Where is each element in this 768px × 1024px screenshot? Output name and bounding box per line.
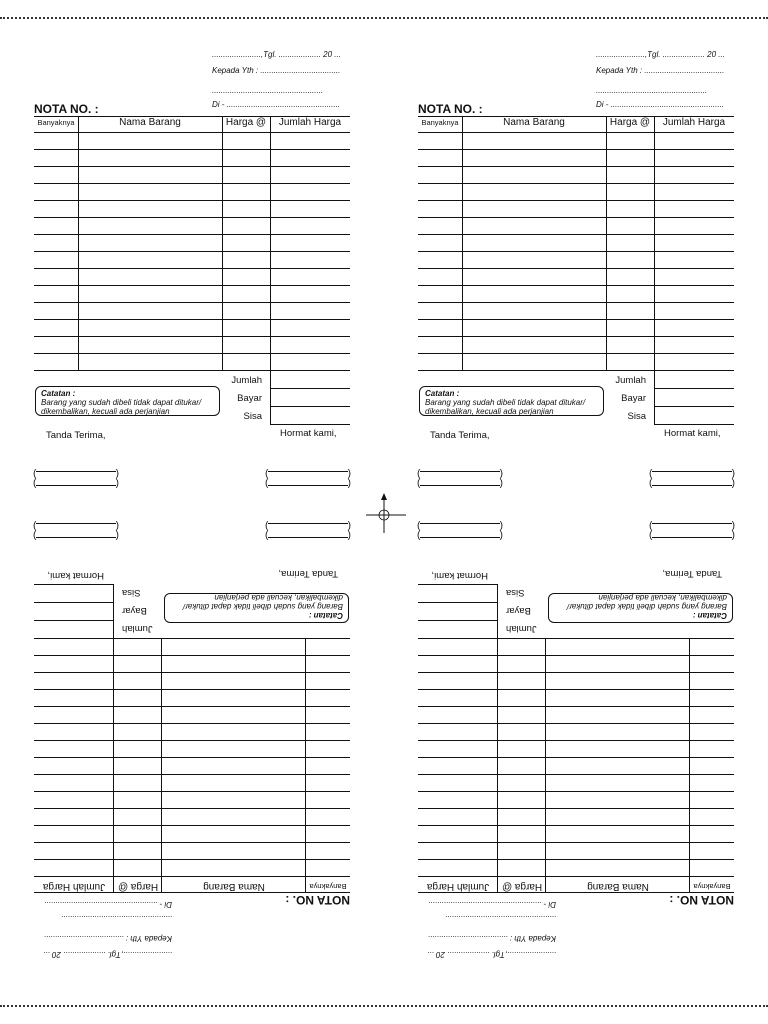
table-row-line [418, 234, 734, 235]
table-row-line [418, 183, 734, 184]
note-title: Catatan : [41, 389, 76, 398]
location-line[interactable]: Di - ................................................... [43, 900, 172, 909]
note-box [35, 386, 220, 416]
summary-box-line [654, 424, 734, 425]
table-row-line [34, 859, 350, 860]
sender-signature-label: Hormat kami, [47, 570, 104, 581]
recipient-blank-line[interactable]: .................................................. [212, 86, 324, 95]
sender-signature-line-1[interactable] [420, 523, 500, 533]
table-row-line [34, 217, 350, 218]
table-row-line [418, 842, 734, 843]
table-header-border [418, 876, 734, 877]
table-row-line [34, 268, 350, 269]
summary-box-line [34, 584, 114, 585]
summary-box-divider [497, 585, 498, 639]
table-row-line [34, 740, 350, 741]
table-row-line [34, 200, 350, 201]
note-title: Catatan : [308, 611, 343, 620]
nota-title: NOTA NO. : [285, 893, 350, 907]
table-row-line [34, 302, 350, 303]
summary-bayar-label: Bayar [621, 393, 646, 404]
col-header-qty: Banyaknya [309, 882, 347, 891]
table-col-divider [161, 639, 162, 893]
table-top-border [418, 116, 734, 117]
table-row-line [34, 757, 350, 758]
summary-bayar-label: Bayar [237, 393, 262, 404]
summary-jumlah-label: Jumlah [122, 623, 153, 634]
table-col-divider [78, 116, 79, 370]
table-row-line [418, 285, 734, 286]
table-row-line [418, 740, 734, 741]
table-row-line [34, 183, 350, 184]
col-header-name: Nama Barang [587, 881, 649, 892]
summary-box-divider [270, 370, 271, 424]
table-row-line [418, 251, 734, 252]
summary-box-line [418, 620, 498, 621]
col-header-total: Jumlah Harga [42, 881, 106, 892]
summary-jumlah-label: Jumlah [231, 375, 262, 386]
table-top-border [34, 892, 350, 893]
sender-signature-label: Hormat kami, [280, 428, 337, 439]
table-row-line [418, 319, 734, 320]
summary-box-line [270, 388, 350, 389]
table-row-line [418, 353, 734, 354]
summary-bayar-label: Bayar [122, 605, 147, 616]
table-header-border [34, 132, 350, 133]
col-header-name: Nama Barang [119, 117, 181, 128]
note-title: Catatan : [425, 389, 460, 398]
note-line-2: dikembalikan, kecuali ada perjanjian [41, 407, 170, 416]
sender-signature-label: Hormat kami, [664, 428, 721, 439]
table-col-divider [689, 639, 690, 893]
summary-box-line [654, 388, 734, 389]
sender-signature-line-2[interactable] [36, 471, 116, 481]
table-row-line [418, 336, 734, 337]
table-header-border [418, 132, 734, 133]
table-row-line [34, 149, 350, 150]
summary-sisa-label: Sisa [506, 587, 525, 598]
col-header-qty: Banyaknya [421, 118, 459, 127]
note-line-2: dikembalikan, kecuali ada perjanjian [214, 593, 343, 602]
table-col-divider [305, 639, 306, 893]
receiver-signature-label: Tanda Terima, [662, 568, 722, 579]
summary-sisa-label: Sisa [627, 411, 646, 422]
summary-sisa-label: Sisa [243, 411, 262, 422]
table-col-divider [113, 639, 114, 893]
table-row-line [34, 723, 350, 724]
table-row-line [34, 234, 350, 235]
location-line[interactable]: Di - ................................................... [596, 100, 725, 109]
table-row-line [418, 774, 734, 775]
col-header-price: Harga @ [117, 881, 159, 892]
date-line[interactable]: ......................,Tgl. ................... 20 ... [596, 50, 725, 59]
table-row-line [34, 774, 350, 775]
recipient-blank-line[interactable]: .................................................. [444, 914, 556, 923]
table-row-line [34, 336, 350, 337]
nota-form-bottom-right [404, 455, 734, 975]
table-row-line [418, 200, 734, 201]
table-row-line [34, 791, 350, 792]
table-col-divider [462, 116, 463, 370]
note-box [419, 386, 604, 416]
table-row-line [418, 302, 734, 303]
table-row-line [34, 655, 350, 656]
note-line-1: Barang yang sudah dibeli tidak dapat ditukar/ [566, 602, 727, 611]
summary-bayar-label: Bayar [506, 605, 531, 616]
note-line-2: dikembalikan, kecuali ada perjanjian [598, 593, 727, 602]
table-row-line [34, 166, 350, 167]
summary-box-line [418, 584, 498, 585]
table-row-line [34, 285, 350, 286]
recipient-blank-line[interactable]: .................................................. [60, 914, 172, 923]
table-row-line [34, 353, 350, 354]
table-row-line [34, 672, 350, 673]
table-col-divider [654, 116, 655, 370]
receiver-signature-label: Tanda Terima, [430, 430, 490, 441]
col-header-price: Harga @ [501, 881, 543, 892]
nota-title: NOTA NO. : [418, 102, 483, 116]
table-row-line [34, 319, 350, 320]
receiver-signature-line-1[interactable] [652, 523, 732, 533]
summary-box-line [418, 602, 498, 603]
note-box [548, 593, 733, 623]
note-line-1: Barang yang sudah dibeli tidak dapat ditukar/ [41, 398, 202, 407]
receiver-signature-line-2[interactable] [268, 471, 348, 481]
summary-box-divider [654, 370, 655, 424]
table-row-line [418, 706, 734, 707]
col-header-total: Jumlah Harga [278, 117, 342, 128]
col-header-name: Nama Barang [203, 881, 265, 892]
location-line[interactable]: Di - ................................................... [212, 100, 341, 109]
note-line-2: dikembalikan, kecuali ada perjanjian [425, 407, 554, 416]
date-line[interactable]: ......................,Tgl. ................... 20 ... [43, 950, 172, 959]
sender-signature-line-2[interactable] [420, 471, 500, 481]
table-row-line [418, 672, 734, 673]
table-row-line [418, 370, 734, 371]
recipient-line[interactable]: Kepada Yth : .................................... [427, 934, 556, 943]
table-row-line [418, 689, 734, 690]
table-row-line [418, 859, 734, 860]
registration-mark-icon [366, 493, 406, 533]
table-row-line [418, 638, 734, 639]
col-header-qty: Banyaknya [37, 118, 75, 127]
col-header-price: Harga @ [225, 117, 267, 128]
table-row-line [418, 808, 734, 809]
table-row-line [34, 370, 350, 371]
table-top-border [34, 116, 350, 117]
col-header-name: Nama Barang [503, 117, 565, 128]
sender-signature-label: Hormat kami, [431, 570, 488, 581]
cut-line-top [0, 17, 768, 19]
note-line-1: Barang yang sudah dibeli tidak dapat ditukar/ [182, 602, 343, 611]
recipient-line[interactable]: Kepada Yth : .................................... [212, 66, 341, 75]
nota-form-bottom-left [20, 455, 350, 975]
location-line[interactable]: Di - ................................................... [427, 900, 556, 909]
recipient-line[interactable]: Kepada Yth : .................................... [43, 934, 172, 943]
col-header-price: Harga @ [609, 117, 651, 128]
summary-box-divider [113, 585, 114, 639]
receiver-signature-label: Tanda Terima, [46, 430, 106, 441]
note-line-1: Barang yang sudah dibeli tidak dapat ditukar/ [425, 398, 586, 407]
table-row-line [34, 842, 350, 843]
note-box [164, 593, 349, 623]
col-header-total: Jumlah Harga [426, 881, 490, 892]
table-row-line [418, 268, 734, 269]
table-row-line [34, 251, 350, 252]
table-row-line [34, 706, 350, 707]
summary-box-line [270, 406, 350, 407]
summary-jumlah-label: Jumlah [506, 623, 537, 634]
nota-title: NOTA NO. : [669, 893, 734, 907]
table-col-divider [222, 116, 223, 370]
table-col-divider [606, 116, 607, 370]
receiver-signature-label: Tanda Terima, [278, 568, 338, 579]
table-col-divider [545, 639, 546, 893]
table-row-line [418, 217, 734, 218]
receiver-signature-line-1[interactable] [268, 523, 348, 533]
recipient-blank-line[interactable]: .................................................. [596, 86, 708, 95]
summary-box-line [34, 620, 114, 621]
cut-line-bottom [0, 1005, 768, 1007]
summary-box-line [270, 424, 350, 425]
table-row-line [34, 808, 350, 809]
nota-title: NOTA NO. : [34, 102, 99, 116]
summary-sisa-label: Sisa [122, 587, 141, 598]
summary-box-line [34, 602, 114, 603]
recipient-line[interactable]: Kepada Yth : .................................... [596, 66, 725, 75]
table-row-line [34, 825, 350, 826]
table-header-border [34, 876, 350, 877]
date-line[interactable]: ......................,Tgl. ................... 20 ... [212, 50, 341, 59]
table-row-line [418, 757, 734, 758]
date-line[interactable]: ......................,Tgl. ................... 20 ... [427, 950, 556, 959]
table-row-line [418, 166, 734, 167]
table-col-divider [270, 116, 271, 370]
table-row-line [34, 638, 350, 639]
col-header-total: Jumlah Harga [662, 117, 726, 128]
table-row-line [418, 825, 734, 826]
summary-box-line [654, 406, 734, 407]
table-row-line [418, 149, 734, 150]
table-top-border [418, 892, 734, 893]
table-row-line [418, 791, 734, 792]
receiver-signature-line-2[interactable] [652, 471, 732, 481]
table-row-line [34, 689, 350, 690]
table-col-divider [497, 639, 498, 893]
col-header-qty: Banyaknya [693, 882, 731, 891]
summary-jumlah-label: Jumlah [615, 375, 646, 386]
table-row-line [418, 655, 734, 656]
note-title: Catatan : [692, 611, 727, 620]
sender-signature-line-1[interactable] [36, 523, 116, 533]
table-row-line [418, 723, 734, 724]
